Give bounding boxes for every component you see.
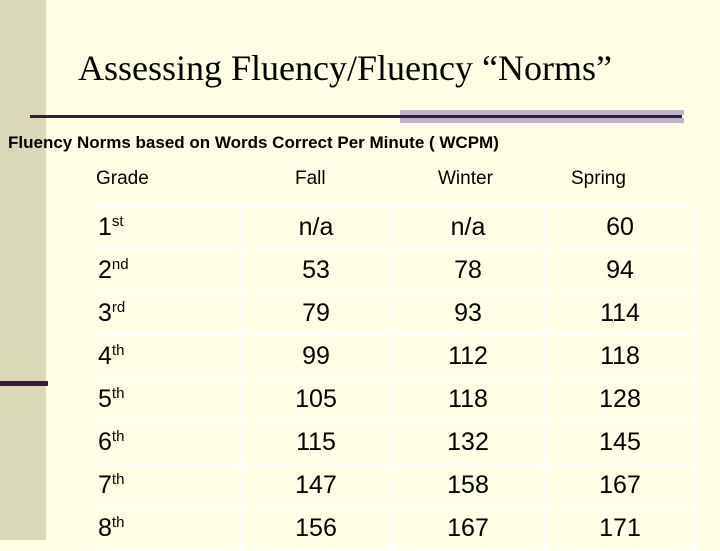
grade-cell [88,421,240,464]
spring-cell: 167 [544,464,696,507]
spring-cell: 94 [544,249,696,292]
fall-cell: 79 [240,292,392,335]
fall-cell: 115 [240,421,392,464]
title-rule [30,115,682,118]
grade-ordinal: rd [111,299,126,316]
spring-cell: 60 [544,206,696,249]
grade-number: 4 [98,342,112,370]
fall-cell: 105 [240,378,392,421]
fall-cell: 99 [240,335,392,378]
table-row [88,378,696,421]
spring-cell: 114 [544,292,696,335]
fall-cell: 53 [240,249,392,292]
spring-cell: 128 [544,378,696,421]
grade-ordinal: th [111,342,125,359]
winter-cell: 112 [392,335,544,378]
winter-cell: 78 [392,249,544,292]
grade-cell [88,507,240,550]
fall-cell: 147 [240,464,392,507]
winter-cell: n/a [392,206,544,249]
grade-cell [88,378,240,421]
side-decor-accent [0,381,48,386]
title-rule-light-bottom [400,118,684,123]
grade-ordinal: nd [111,256,129,273]
table-row [88,464,696,507]
grade-number: 5 [98,385,112,413]
grade-ordinal: th [111,471,125,488]
grade-number: 1 [98,213,112,241]
grade-ordinal: th [111,514,125,531]
table-row [88,292,696,335]
grade-number: 3 [98,299,112,327]
header-grade: Grade [96,168,149,189]
grade-cell [88,206,240,249]
header-winter: Winter [438,168,493,189]
grade-cell [88,335,240,378]
spring-cell: 171 [544,507,696,550]
table-row [88,249,696,292]
header-spring: Spring [571,168,626,189]
side-decor-bar [0,0,46,540]
slide-title: Assessing Fluency/Fluency “Norms” [78,48,612,88]
table-row [88,206,696,249]
grade-number: 6 [98,428,112,456]
grade-number: 8 [98,514,112,542]
grade-number: 2 [98,256,112,284]
fall-cell: 156 [240,507,392,550]
table-row [88,507,696,550]
winter-cell: 167 [392,507,544,550]
grade-ordinal: th [111,428,125,445]
winter-cell: 158 [392,464,544,507]
header-fall: Fall [295,168,326,189]
winter-cell: 93 [392,292,544,335]
spring-cell: 145 [544,421,696,464]
grade-number: 7 [98,471,112,499]
grade-cell [88,464,240,507]
slide-subtitle: Fluency Norms based on Words Correct Per Minute ( WCPM) [8,133,499,152]
fall-cell: n/a [240,206,392,249]
grade-ordinal: st [111,213,124,230]
table-header-row [88,167,690,191]
grade-cell [88,249,240,292]
table-row [88,421,696,464]
grade-ordinal: th [111,385,125,402]
fluency-norms-table [88,205,697,551]
winter-cell: 118 [392,378,544,421]
grade-cell [88,292,240,335]
spring-cell: 118 [544,335,696,378]
table-row [88,335,696,378]
winter-cell: 132 [392,421,544,464]
